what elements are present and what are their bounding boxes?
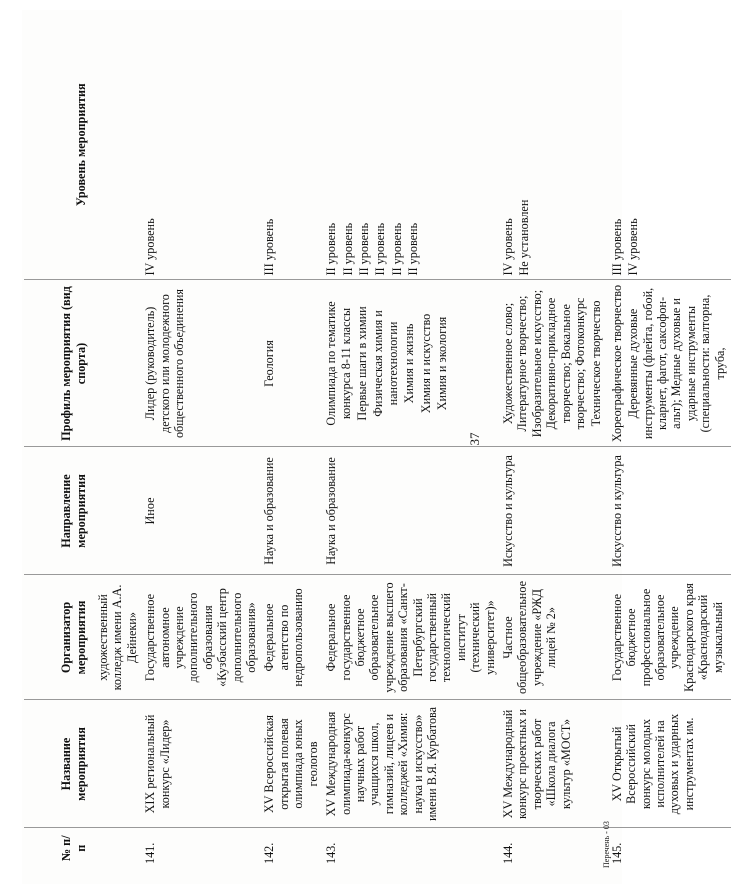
cell-org: Государственное бюджетное профессиональное образовательное учреждение Краснодарского края «Краснодарский музыкальный — [608, 575, 731, 700]
table-row — [260, 10, 322, 868]
cell-num: 145. — [609, 842, 624, 864]
cell-org: Частное общеобразовательное учреждение «РЖД лицей № 2» — [499, 575, 608, 700]
profile-line: Художественное слово; Литературное творчество; Изобразительное искусство; Декоративно-прикладное творчество; Вокальное творчество; Фотоконкурс — [500, 289, 587, 438]
cell-name: XV Открытый Всероссийский конкурс молодых исполнителей на духовых и ударных инструментах им. — [608, 700, 731, 828]
cell-direction: Искусство и культура — [608, 447, 731, 575]
profile-line: Олимпиада по тематике конкурса 8-11 классы — [324, 301, 353, 426]
cell-name: XIX региональный конкурс «Лидер» — [141, 700, 260, 828]
level-line: II уровень — [324, 222, 339, 276]
col-header-num: № п/п — [59, 835, 88, 862]
level-line: II уровень — [406, 222, 421, 276]
cell-level — [322, 10, 499, 280]
table-header-row — [24, 10, 94, 868]
col-header-name: Название мероприятия — [24, 700, 94, 828]
col-header-profile: Профиль мероприятия (вид спорта) — [24, 280, 94, 447]
cell-org: художественный колледж имени А.А. Дейнеки» — [94, 575, 141, 700]
cell-profile — [141, 280, 260, 447]
profile-line: Химия и искусство — [418, 313, 433, 414]
cell-org: Государственное автономное учреждение дополнительного образования «Кузбасский центр дополнительного образования» — [141, 575, 260, 700]
level-line: II уровень — [356, 222, 371, 276]
cell-name: XV Всероссийская открытая полевая олимпиада юных геологов — [260, 700, 322, 828]
profile-line: Лидер (руководитель) детского или молодежного общественного объединения — [143, 288, 187, 439]
level-line: III уровень — [609, 218, 624, 276]
cell-profile — [499, 280, 608, 447]
rotated-document — [24, 10, 727, 868]
cell-direction: Искусство и культура — [499, 447, 608, 575]
table-row — [322, 10, 499, 868]
cell-num: 144. — [500, 842, 515, 864]
level-line: IV уровень — [626, 218, 641, 276]
cell-name: XV Международный конкурс проектных и творческих работ «Школа диалога культур «МОСТ» — [499, 700, 608, 828]
page-number: 37 — [467, 432, 482, 446]
profile-line: Хореографическое творчество — [609, 284, 624, 443]
cell-level — [499, 10, 608, 280]
level-line: Не установлен — [517, 199, 532, 276]
cell-direction: Иное — [141, 447, 260, 575]
table-row — [141, 10, 260, 868]
level-line: II уровень — [389, 222, 404, 276]
profile-line: Геология — [262, 340, 277, 387]
cell-direction: Наука и образование — [322, 447, 499, 575]
col-header-direction: Направление мероприятия — [24, 447, 94, 575]
col-header-level: Уровень мероприятия — [24, 10, 94, 280]
cell-level — [608, 10, 731, 280]
cell-level — [141, 10, 260, 280]
cell-name: XV Международная олимпиада-конкурс научных работ учащихся школ, гимназий, лицеев и колледжей «Химия: наука и искусство» имени В.Я. Курбатова — [322, 700, 499, 828]
cell-org: Федеральное государственное бюджетное образовательное учреждение высшего образования «Санкт-Петербургский государственный технологический институт (технический университет)» — [322, 575, 499, 700]
level-line: II уровень — [340, 222, 355, 276]
profile-line: Деревянные духовые инструменты (флейта, гобой, кларнет, фагот, саксофон-альт); Медные духовые и ударные инструменты (специальности: валторна, труба, — [626, 287, 727, 440]
profile-line: Техническое творчество — [589, 300, 604, 427]
col-header-org: Организатор мероприятия — [24, 575, 94, 700]
table-row — [608, 10, 731, 868]
profile-line: Первые шаги в химии — [354, 306, 369, 421]
cell-profile — [260, 280, 322, 447]
level-line: IV уровень — [143, 218, 158, 276]
profile-line: Химия и жизнь — [402, 323, 417, 404]
events-table — [24, 10, 731, 868]
level-line: IV уровень — [500, 218, 515, 276]
footer-note: Перечень - 03 — [602, 821, 611, 868]
table-row-continuation — [94, 10, 141, 868]
cell-profile — [322, 280, 499, 447]
cell-num: 142. — [262, 842, 277, 864]
cell-profile — [608, 280, 731, 447]
level-line: III уровень — [262, 218, 277, 276]
profile-line: Физическая химия и нанотехнологии — [371, 310, 400, 417]
cell-org: Федеральное агентство по недропользованию — [260, 575, 322, 700]
cell-direction: Наука и образование — [260, 447, 322, 575]
table-row — [499, 10, 608, 868]
profile-line: Химия и экология — [434, 316, 449, 411]
cell-num: 143. — [324, 842, 339, 864]
cell-level — [260, 10, 322, 280]
cell-num: 141. — [143, 842, 158, 864]
level-line: II уровень — [373, 222, 388, 276]
